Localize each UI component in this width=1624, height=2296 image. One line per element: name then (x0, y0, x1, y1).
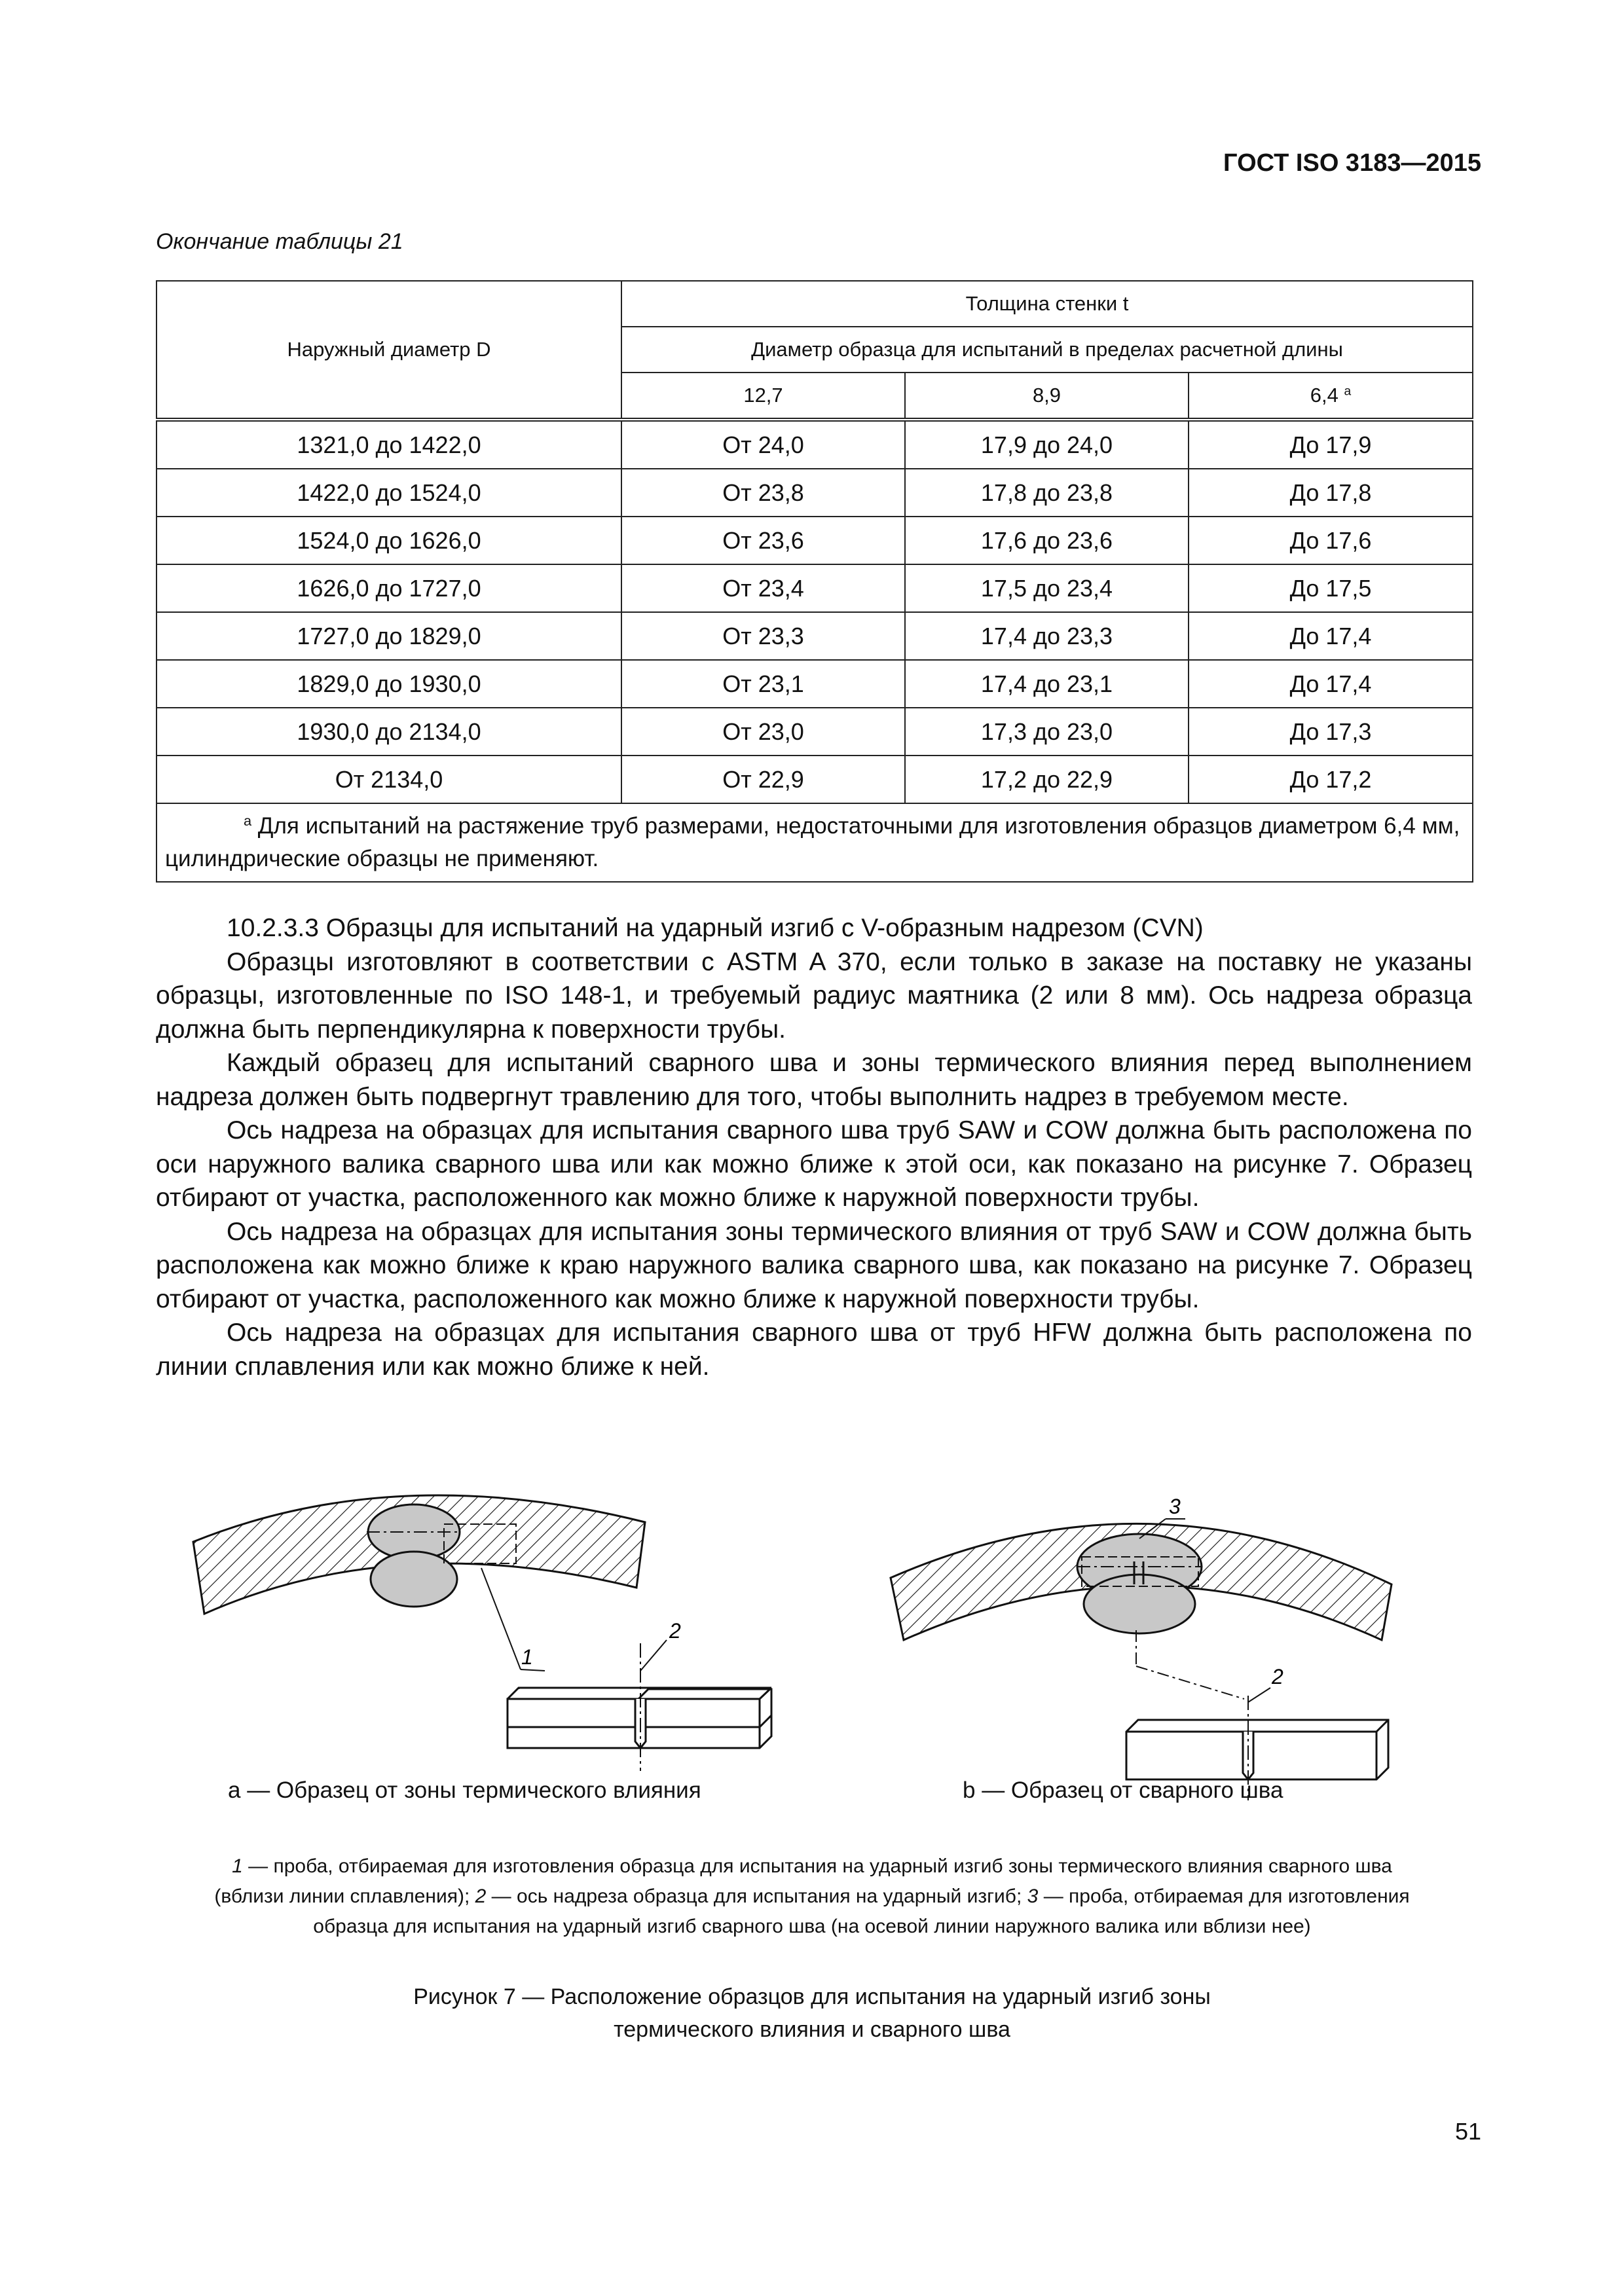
table-row (157, 420, 1473, 469)
cell-diameter: 1727,0 до 1829,0 (157, 612, 621, 660)
cell-6-4: До 17,3 (1189, 708, 1473, 756)
figure-legend (196, 1851, 1428, 1942)
cell-diameter: 1422,0 до 1524,0 (157, 469, 621, 517)
legend-text-1: — проба, отбираемая для изготовления образца для испытания на ударный изгиб зоны термического влияния сварного шва (вблизи линии сплавления); (214, 1855, 1392, 1907)
panel-b-drawing (891, 1495, 1392, 1800)
cell-6-4: До 17,6 (1189, 517, 1473, 564)
header-thickness-1: 12,7 (621, 373, 905, 420)
cell-6-4: До 17,5 (1189, 564, 1473, 612)
paragraph: Образцы изготовляют в соответствии с ASTM A 370, если только в заказе на поставку не указаны образцы, изготовленные по ISO 148-1, и требуемый радиус маятника (2 или 8 мм). Ось надреза образца должна быть перпендикулярна к поверхности трубы. (156, 947, 1472, 1044)
table-row (157, 756, 1473, 803)
table-row (157, 469, 1473, 517)
header-wall-thickness: Толщина стенки t (621, 281, 1473, 327)
cell-8-9: 17,5 до 23,4 (905, 564, 1189, 612)
callout-3: 3 (1169, 1495, 1181, 1518)
table-row (157, 708, 1473, 756)
cell-8-9: 17,4 до 23,1 (905, 660, 1189, 708)
cell-8-9: 17,9 до 24,0 (905, 420, 1189, 469)
table-row (157, 612, 1473, 660)
cell-diameter: 1930,0 до 2134,0 (157, 708, 621, 756)
callout-1: 1 (521, 1645, 533, 1669)
cell-diameter: 1626,0 до 1727,0 (157, 564, 621, 612)
legend-num-2: 2 (475, 1886, 487, 1907)
thickness-3-value: 6,4 (1310, 384, 1338, 407)
cell-12-7: От 23,0 (621, 708, 905, 756)
cell-diameter: 1829,0 до 1930,0 (157, 660, 621, 708)
specimen-diameter-table (156, 280, 1473, 883)
legend-text-2: — ось надреза образца для испытания на ударный изгиб; (486, 1886, 1027, 1907)
figure-title (196, 1980, 1428, 2046)
legend-num-3: 3 (1027, 1886, 1039, 1907)
cell-12-7: От 23,3 (621, 612, 905, 660)
cell-diameter: От 2134,0 (157, 756, 621, 803)
document-header: ГОСТ ISO 3183—2015 (1223, 149, 1481, 177)
cell-6-4: До 17,9 (1189, 420, 1473, 469)
callout-2-a: 2 (669, 1619, 681, 1643)
cell-6-4: До 17,4 (1189, 660, 1473, 708)
figure-title-line-2: термического влияния и сварного шва (614, 2017, 1010, 2042)
cell-8-9: 17,6 до 23,6 (905, 517, 1189, 564)
body-text (156, 911, 1472, 1383)
paragraph: Ось надреза на образцах для испытания сварного шва от труб HFW должна быть расположена по линии сплавления или как можно ближе к ней. (156, 1319, 1472, 1381)
callout-2-b: 2 (1272, 1665, 1283, 1688)
subcaption-b: b — Образец от сварного шва (963, 1777, 1283, 1803)
header-outer-diameter: Наружный диаметр D (157, 281, 621, 420)
table-row (157, 660, 1473, 708)
cell-6-4: До 17,2 (1189, 756, 1473, 803)
cell-diameter: 1524,0 до 1626,0 (157, 517, 621, 564)
cell-8-9: 17,3 до 23,0 (905, 708, 1189, 756)
paragraph: Ось надреза на образцах для испытания зоны термического влияния от труб SAW и COW должна быть расположена как можно ближе к краю наружного валика сварного шва, как показано на рисунке 7. Образец отбирают от участка, расположенного как можно ближе к наружной поверхности трубы. (156, 1217, 1472, 1313)
footnote-mark: a (244, 812, 252, 829)
legend-num-1: 1 (232, 1855, 243, 1877)
table-row (157, 564, 1473, 612)
cell-12-7: От 23,8 (621, 469, 905, 517)
cell-12-7: От 23,1 (621, 660, 905, 708)
footnote-mark: a (1344, 384, 1352, 399)
table-row (157, 517, 1473, 564)
cell-12-7: От 22,9 (621, 756, 905, 803)
cell-diameter: 1321,0 до 1422,0 (157, 420, 621, 469)
cell-12-7: От 23,6 (621, 517, 905, 564)
header-thickness-2: 8,9 (905, 373, 1189, 420)
footnote-text: Для испытаний на растяжение труб размерами, недостаточными для изготовления образцов диаметром 6,4 мм, цилиндрические образцы не применяют. (165, 813, 1460, 871)
panel-a-drawing (193, 1495, 771, 1771)
page-number: 51 (1454, 2118, 1481, 2145)
header-thickness-3 (1189, 373, 1473, 420)
table-caption: Окончание таблицы 21 (156, 229, 403, 254)
cell-8-9: 17,2 до 22,9 (905, 756, 1189, 803)
section-heading: 10.2.3.3 Образцы для испытаний на ударный изгиб с V-образным надрезом (CVN) (227, 914, 1204, 942)
table-footnote-row (157, 803, 1473, 882)
paragraph: Ось надреза на образцах для испытания сварного шва труб SAW и COW должна быть расположена по оси наружного валика сварного шва или как можно ближе к этой оси, как показано на рисунке 7. Образец отбирают от участка, расположенного как можно ближе к наружной поверхности трубы. (156, 1116, 1472, 1212)
figure-title-line-1: Рисунок 7 — Расположение образцов для испытания на ударный изгиб зоны (413, 1984, 1211, 2009)
legend-text-3: — проба, отбираемая для изготовления образца для испытания на ударный изгиб сварного шва (на осевой линии наружного валика или вблизи нее) (313, 1886, 1410, 1937)
cell-8-9: 17,8 до 23,8 (905, 469, 1189, 517)
header-specimen-diameter: Диаметр образца для испытаний в пределах расчетной длины (621, 327, 1473, 373)
paragraph: Каждый образец для испытаний сварного шва и зоны термического влияния перед выполнением надреза должен быть подвергнут травлению для того, чтобы выполнить надрез в требуемом месте. (156, 1049, 1472, 1111)
cell-6-4: До 17,4 (1189, 612, 1473, 660)
subcaption-a: a — Образец от зоны термического влияния (228, 1777, 701, 1803)
specimen-bar-b (1126, 1720, 1388, 1779)
weld-bead-inner-b (1084, 1575, 1195, 1633)
cell-8-9: 17,4 до 23,3 (905, 612, 1189, 660)
cell-12-7: От 24,0 (621, 420, 905, 469)
cell-12-7: От 23,4 (621, 564, 905, 612)
table-footnote (157, 803, 1473, 882)
cell-6-4: До 17,8 (1189, 469, 1473, 517)
